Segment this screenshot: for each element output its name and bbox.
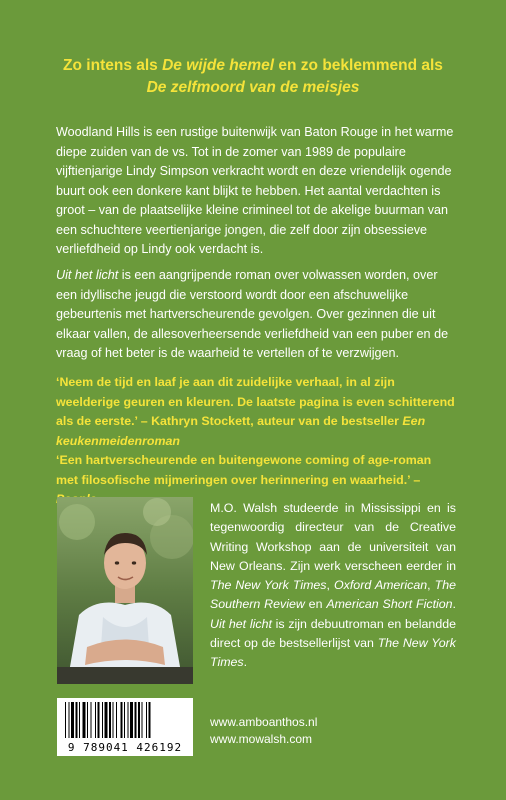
website-link-author[interactable]: www.mowalsh.com [210, 732, 313, 746]
review-quote-1 [56, 373, 456, 451]
quote-text: ‘Een hartverscheurende en buitengewone coming of age-roman met filosofische mijmeringen over herinnering en waarheid.’ [56, 453, 432, 487]
bio-text: , [427, 578, 435, 593]
headline-book-title: De wijde hemel [162, 57, 275, 74]
headline-text: Zo intens als [63, 57, 163, 74]
bio-text: . [452, 597, 456, 612]
paragraph-text: is een aangrijpende roman over volwassen worden, over een idyllische jeugd die verstoord wordt door een afschuwelijke gebeurtenis met hartverscheurende gevolgen. Over gezinnen die uit elkaar vallen, de allesoverheersende verliefdheid van een puber en de vraag of het beter is de waarheid te vertellen of te verzwijgen. [56, 268, 449, 360]
publication-name: American Short Fiction [326, 597, 453, 612]
isbn-number: 9 789041 426192 [67, 741, 183, 754]
author-bio [210, 499, 456, 673]
headline-book-title: De zelfmoord van de meisjes [146, 79, 360, 96]
quote-attribution: – [409, 472, 421, 487]
publication-name: Oxford American [334, 578, 428, 593]
publication-name: The New York Times [210, 636, 457, 670]
headline [0, 55, 506, 99]
isbn-barcode [57, 698, 193, 756]
websites [210, 714, 317, 748]
bio-text: . [243, 655, 248, 670]
publication-name: The Southern Review [210, 578, 457, 612]
publication-name: The New York Times [210, 578, 327, 593]
headline-line-2 [0, 77, 506, 99]
bio-text: , [326, 578, 335, 593]
author-photo-illustration [57, 497, 193, 684]
quote-book-title: Een keukenmeidenroman [56, 414, 426, 448]
quote-attribution: – Kathryn Stockett, auteur van de bestseller [137, 414, 403, 428]
barcode-bars [57, 698, 193, 742]
bio-text: M.O. Walsh studeerde in Mississippi en is tegenwoordig directeur van de Creative Writing Workshop aan de universiteit van New Orleans. Zijn werk verscheen eerder in [210, 501, 456, 573]
book-title: Uit het licht [56, 268, 119, 282]
synopsis-paragraph-1: Woodland Hills is een rustige buitenwijk van Baton Rouge in het warme diepe zuiden van de vs. Tot in de zomer van 1989 de populaire vijftienjarige Lindy Simpson verkracht wordt en deze vriendelijk ogende buurt ook een donkere kant blijkt te hebben. Het aantal verdachten is groot – van de plaatselijke kleine crimineel tot de akelige buurman van een schuchtere veertienjarige jongen, die zelf door zijn obsessieve verliefdheid op Lindy ook verdacht is. [56, 125, 454, 256]
website-link-publisher[interactable]: www.amboanthos.nl [210, 715, 318, 729]
quote-text: ‘Neem de tijd en laaf je aan dit zuidelijke verhaal, in al zijn weelderige geuren en kleuren. De laatste pagina is even schitterend als de eerste.’ [56, 375, 455, 428]
headline-text: en zo beklemmend als [274, 57, 443, 74]
headline-line-1 [0, 55, 506, 77]
author-photo [57, 497, 193, 684]
book-title: Uit het licht [210, 616, 272, 631]
synopsis-paragraph-2 [56, 266, 456, 364]
bio-text: en [304, 597, 327, 612]
bio-text: is zijn debuutroman en belandde direct op de bestsellerlijst van [210, 616, 456, 651]
